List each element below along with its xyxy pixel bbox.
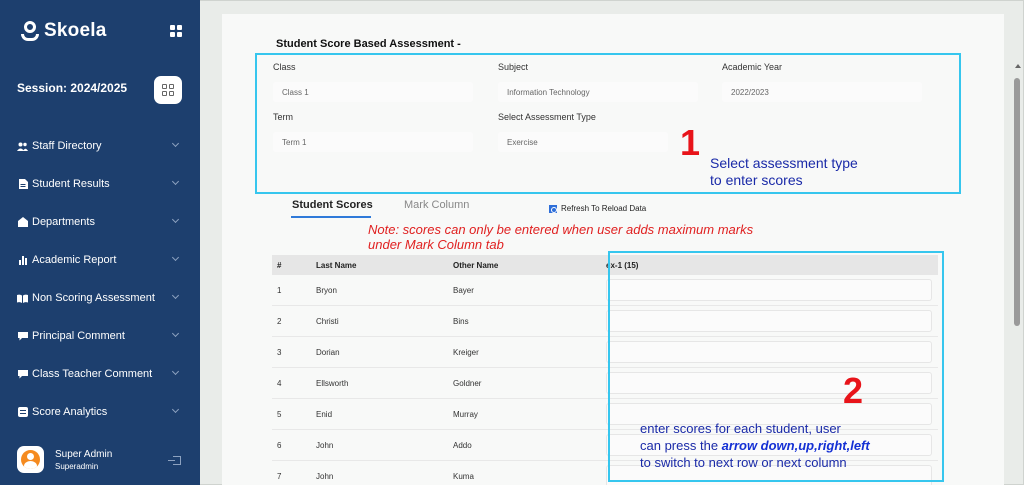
assessment-type-select[interactable]: Exercise <box>498 132 668 152</box>
last-name-cell: John <box>316 440 334 450</box>
other-name-cell: Addo <box>453 440 472 450</box>
annotation-number-2: 2 <box>843 370 864 411</box>
refresh-label: Refresh To Reload Data <box>561 204 647 213</box>
chevron-down-icon <box>172 406 179 413</box>
sidebar-item-label: Academic Report <box>32 254 117 266</box>
row-number: 1 <box>277 285 282 295</box>
annotation-text-2-line <box>640 437 870 454</box>
document-icon <box>17 179 28 189</box>
apps-grid-icon[interactable] <box>170 25 182 37</box>
academic-year-select[interactable]: 2022/2023 <box>722 82 922 102</box>
building-icon <box>17 217 28 227</box>
other-name-cell: Bayer <box>453 285 474 295</box>
last-name-cell: Dorian <box>316 347 340 357</box>
annotation-text-1-line: to enter scores <box>710 172 803 188</box>
avatar <box>17 446 44 473</box>
sidebar <box>0 0 200 485</box>
assessment-type-label: Select Assessment Type <box>498 112 596 122</box>
sidebar-item-principal-comment[interactable] <box>0 317 200 355</box>
column-header-number: # <box>277 260 282 270</box>
bar-chart-icon <box>17 255 28 265</box>
annotation-text-1 <box>710 155 858 189</box>
brand-name: Skoela <box>44 20 107 41</box>
annotation-note-line: Note: scores can only be entered when user adds maximum marks <box>368 222 754 237</box>
sidebar-item-score-analytics[interactable] <box>0 393 200 431</box>
row-number: 6 <box>277 440 282 450</box>
annotation-text-2-line: enter scores for each student, user <box>640 421 841 436</box>
last-name-cell: Enid <box>316 409 333 419</box>
other-name-cell: Bins <box>453 316 469 326</box>
class-select[interactable]: Class 1 <box>273 82 473 102</box>
row-number: 2 <box>277 316 282 326</box>
column-header-other-name[interactable]: Other Name <box>453 260 499 270</box>
brand-logo[interactable] <box>20 20 106 42</box>
other-name-cell: Kreiger <box>453 347 479 357</box>
sidebar-item-label: Score Analytics <box>32 406 108 418</box>
chevron-down-icon <box>172 216 179 223</box>
user-name: Super Admin <box>55 448 113 460</box>
active-tab-indicator <box>291 216 371 218</box>
term-label: Term <box>273 112 293 122</box>
chevron-down-icon <box>172 178 179 185</box>
sidebar-item-label: Departments <box>32 216 95 228</box>
annotation-text-1-line: Select assessment type <box>710 155 858 171</box>
last-name-cell: Bryon <box>316 285 337 295</box>
comment-icon <box>17 331 28 341</box>
comment-icon <box>17 369 28 379</box>
row-number: 3 <box>277 347 282 357</box>
chevron-down-icon <box>172 140 179 147</box>
sidebar-item-student-results[interactable] <box>0 165 200 203</box>
scrollbar-thumb[interactable] <box>1014 78 1020 326</box>
sidebar-item-non-scoring-assessment[interactable] <box>0 279 200 317</box>
refresh-button[interactable] <box>549 204 646 213</box>
term-select[interactable]: Term 1 <box>273 132 473 152</box>
scroll-up-arrow-icon[interactable] <box>1015 64 1021 68</box>
row-number: 7 <box>277 471 282 481</box>
sidebar-item-label: Non Scoring Assessment <box>32 292 155 304</box>
refresh-icon <box>549 205 557 213</box>
sidebar-item-class-teacher-comment[interactable] <box>0 355 200 393</box>
user-profile[interactable] <box>17 446 112 473</box>
annotation-text-2-line: to switch to next row or next column <box>640 455 847 470</box>
chevron-down-icon <box>172 368 179 375</box>
sidebar-menu <box>0 127 200 431</box>
chevron-down-icon <box>172 292 179 299</box>
annotation-text-2 <box>640 420 870 471</box>
session-switch-button[interactable] <box>154 76 182 104</box>
other-name-cell: Goldner <box>453 378 482 388</box>
annotation-note <box>368 222 753 252</box>
column-header-last-name[interactable]: Last Name <box>316 260 357 270</box>
subject-select[interactable]: Information Technology <box>498 82 698 102</box>
subject-label: Subject <box>498 62 529 72</box>
users-icon <box>17 141 28 151</box>
tab-student-scores[interactable]: Student Scores <box>292 199 373 211</box>
chevron-down-icon <box>172 254 179 261</box>
annotation-text-2-bold: arrow down,up,right,left <box>721 438 870 453</box>
logo-icon <box>20 20 40 42</box>
grid-outline-icon <box>162 84 174 96</box>
row-number: 4 <box>277 378 282 388</box>
sidebar-item-academic-report[interactable] <box>0 241 200 279</box>
row-number: 5 <box>277 409 282 419</box>
logout-icon[interactable] <box>173 456 181 465</box>
sidebar-item-label: Staff Directory <box>32 140 102 152</box>
last-name-cell: John <box>316 471 334 481</box>
annotation-number-1: 1 <box>680 122 701 163</box>
sidebar-item-label: Principal Comment <box>32 330 125 342</box>
class-label: Class <box>273 62 296 72</box>
column-header-score: ex-1 (15) <box>606 260 639 270</box>
annotation-text-2-prefix: can press the <box>640 438 722 453</box>
other-name-cell: Murray <box>453 409 478 419</box>
academic-year-label: Academic Year <box>722 62 783 72</box>
last-name-cell: Ellsworth <box>316 378 349 388</box>
user-icon <box>21 450 40 469</box>
sidebar-item-label: Student Results <box>32 178 110 190</box>
last-name-cell: Christi <box>316 316 339 326</box>
chevron-down-icon <box>172 330 179 337</box>
other-name-cell: Kuma <box>453 471 474 481</box>
sidebar-item-departments[interactable] <box>0 203 200 241</box>
page-title: Student Score Based Assessment - <box>276 38 461 50</box>
book-icon <box>17 293 28 303</box>
user-role: Superadmin <box>55 461 99 471</box>
annotation-note-line: under Mark Column tab <box>368 237 504 252</box>
sidebar-item-staff-directory[interactable] <box>0 127 200 165</box>
session-label: Session: 2024/2025 <box>17 81 128 95</box>
analytics-icon <box>17 407 28 417</box>
sidebar-item-label: Class Teacher Comment <box>32 368 153 380</box>
tab-mark-column[interactable]: Mark Column <box>404 199 470 211</box>
